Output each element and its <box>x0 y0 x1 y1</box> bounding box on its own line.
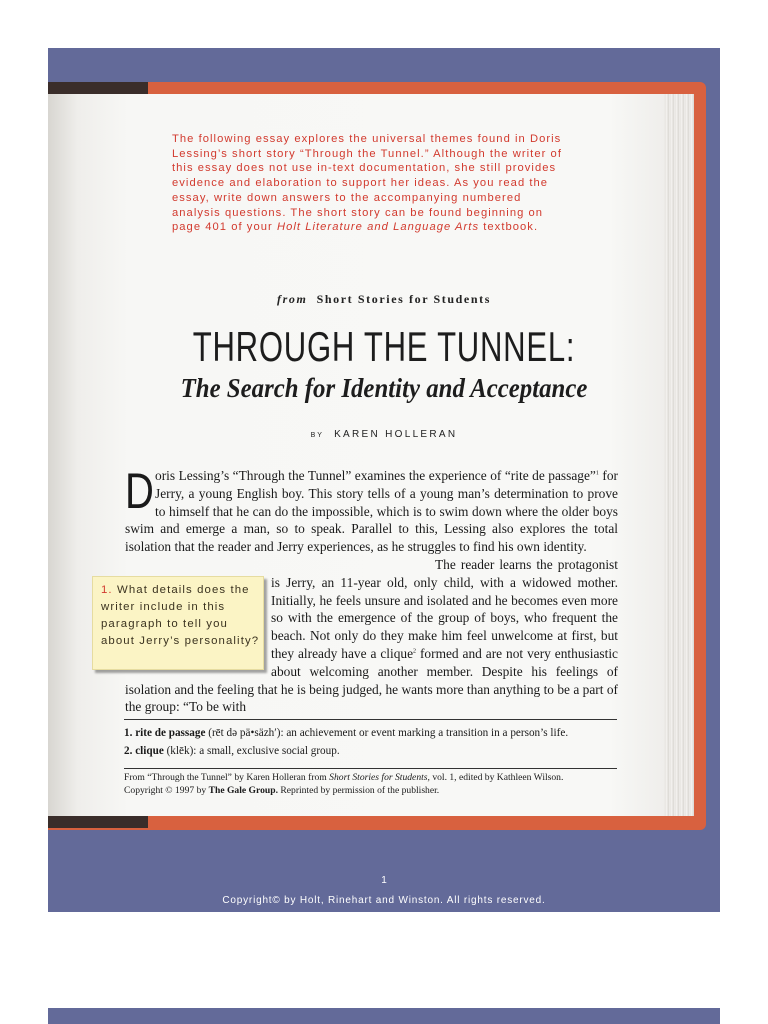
byline-by: BY <box>310 432 324 439</box>
source-from: from <box>277 292 308 306</box>
essay-subtitle: The Search for Identity and Acceptance <box>180 373 588 403</box>
paragraph-1-text-cont: for Jerry, a young English boy. This story tells of a young man’s determination to prove to himself that he can do the impossible, which is to swim down where the older boys swim and emerge a man, so to speak. Parallel to this, Lessing also explores the total isolation that the reader and Jerry experiences, as he struggles to find his own identity. <box>125 468 618 555</box>
paragraph-1 <box>125 463 618 556</box>
question-number: 1. <box>101 584 113 596</box>
paragraph-2-text: The reader learns the protagonist is Jerry, an 11-year old, only child, with a widowed mother. Initially, he feels unsure and isolated and he becomes even more so with the emergence of the group of boys, who frequent the beach. Not only do they make him feel unwelcome at first, but they already have a clique <box>271 556 618 661</box>
copyright-footer: Copyright© by Holt, Rinehart and Winston. All rights reserved. <box>222 895 546 906</box>
source-line <box>0 292 768 307</box>
book-spine-bottom <box>48 816 148 828</box>
credit-publisher: The Gale Group. <box>208 784 278 796</box>
credit-line <box>124 772 624 797</box>
question-text: What details does the writer include in this paragraph to tell you about Jerry’s personality? <box>101 584 260 647</box>
credit-text-2: vol. 1, edited by Kathleen Wilson. <box>429 772 564 783</box>
intro-textbook-title: Holt Literature and Language Arts <box>276 221 480 234</box>
intro-paragraph <box>172 132 572 235</box>
page-number: 1 <box>381 875 387 886</box>
analysis-question-note <box>92 576 264 670</box>
credit-permission: Reprinted by permission of the publisher. <box>277 784 440 796</box>
essay-title: THROUGH THE TUNNEL: <box>192 323 576 370</box>
drop-cap: D <box>125 463 154 519</box>
footnote-definition: : a small, exclusive social group. <box>193 745 340 757</box>
footnote-1 <box>124 724 624 742</box>
intro-text-end: textbook. <box>479 221 539 234</box>
footnote-term: 2. clique <box>124 745 164 757</box>
next-page-frame-edge <box>48 1008 720 1024</box>
credit-copyright: Copyright © 1997 by <box>124 784 209 796</box>
byline <box>0 429 768 440</box>
credit-text: From “Through the Tunnel” by Karen Holleran from <box>124 772 330 783</box>
intro-text: The following essay explores the universal themes found in Doris Lessing’s short story “Through the Tunnel.” Although the writer of this essay does not use in-text documentation, she still provides evidence and elaboration to support her ideas. As you read the essay, write down answers to the accompanying numbered analysis questions. The short story can be found beginning on page 401 of your <box>172 133 562 234</box>
footnote-ref-1[interactable]: 1 <box>595 470 599 477</box>
byline-author: KAREN HOLLERAN <box>334 429 458 440</box>
credit-book: Short Stories for Students, <box>329 772 430 783</box>
credit-divider <box>124 768 617 769</box>
footnote-pronunciation: (rēt də pä•säzh′) <box>205 727 281 739</box>
footnote-2 <box>124 742 624 760</box>
footnote-term: 1. rite de passage <box>124 727 206 739</box>
footnote-pronunciation: (klēk) <box>163 745 194 757</box>
footnote-definition: : an achievement or event marking a transition in a person’s life. <box>280 727 569 739</box>
source-book: Short Stories for Students <box>316 292 491 306</box>
paragraph-1-text: oris Lessing’s “Through the Tunnel” examines the experience of “rite de passage” <box>155 468 596 483</box>
paragraph-2-text-cont: formed and are not very enthusiastic about welcoming another member. Despite his feelings of isolation and the feeling that he is being judged, he wants more than anything to be a part of the group: “To be with <box>125 645 618 715</box>
footnote-ref-2[interactable]: 2 <box>413 648 417 655</box>
book-page-edges <box>660 94 694 816</box>
footnotes <box>124 724 624 760</box>
footnote-divider <box>124 719 617 720</box>
book-spine-top <box>48 82 148 94</box>
